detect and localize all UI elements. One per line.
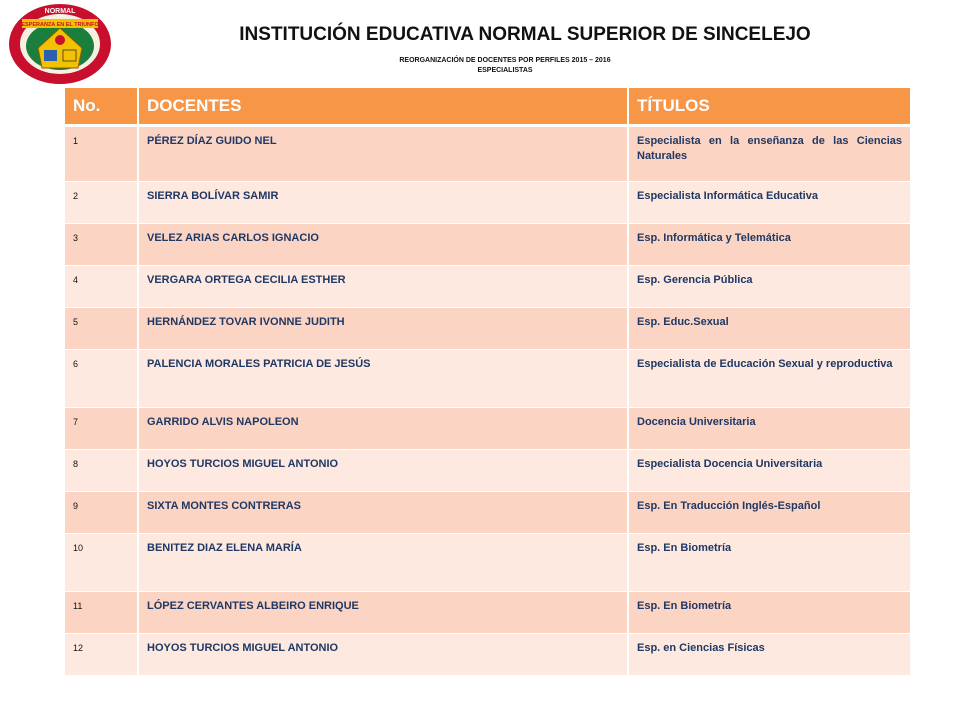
row-number: 10 [65,534,138,592]
page-subtitle: REORGANIZACIÓN DE DOCENTES POR PERFILES 2015 – 2016 [399,57,611,64]
column-header-docentes: DOCENTES [138,88,628,126]
teacher-name: VELEZ ARIAS CARLOS IGNACIO [138,224,628,266]
table-row [65,634,911,676]
teacher-name: GARRIDO ALVIS NAPOLEON [138,408,628,450]
teacher-name: SIXTA MONTES CONTRERAS [138,492,628,534]
table-row [65,492,911,534]
table-row [65,534,911,592]
table-row [65,182,911,224]
table-row [65,266,911,308]
school-crest-logo [8,2,112,86]
column-header-titulos: TÍTULOS [628,88,911,126]
teacher-name: PALENCIA MORALES PATRICIA DE JESÚS [138,350,628,408]
row-number: 9 [65,492,138,534]
table-row [65,450,911,492]
column-header-number: No. [65,88,138,126]
table-row [65,126,911,182]
logo-banner-text: ESPERANZA EN EL TRIUNFO [21,22,99,28]
teacher-title: Esp. Educ.Sexual [628,308,911,350]
teacher-title: Especialista Docencia Universitaria [628,450,911,492]
teacher-name: BENITEZ DIAZ ELENA MARÍA [138,534,628,592]
table-row [65,224,911,266]
table-row [65,408,911,450]
logo-ring-text: NORMAL [44,8,76,15]
teachers-table [65,88,912,676]
table-header-row [65,88,911,126]
row-number: 2 [65,182,138,224]
table-row [65,350,911,408]
row-number: 4 [65,266,138,308]
teacher-title: Esp. En Biometría [628,592,911,634]
teacher-title: Esp. en Ciencias Físicas [628,634,911,676]
teacher-name: LÓPEZ CERVANTES ALBEIRO ENRIQUE [138,592,628,634]
teacher-title: Especialista en la enseñanza de las Ciencias Naturales [628,126,911,182]
teacher-name: SIERRA BOLÍVAR SAMIR [138,182,628,224]
teacher-title: Docencia Universitaria [628,408,911,450]
row-number: 8 [65,450,138,492]
teacher-title: Especialista de Educación Sexual y reproductiva [628,350,911,408]
page-section-label: ESPECIALISTAS [477,67,533,74]
page-title: INSTITUCIÓN EDUCATIVA NORMAL SUPERIOR DE SINCELEJO [239,24,811,45]
table-row [65,592,911,634]
row-number: 1 [65,126,138,182]
teacher-title: Esp. Informática y Telemática [628,224,911,266]
teacher-title: Esp. En Biometría [628,534,911,592]
teacher-name: HERNÁNDEZ TOVAR IVONNE JUDITH [138,308,628,350]
row-number: 3 [65,224,138,266]
row-number: 7 [65,408,138,450]
teacher-title: Especialista Informática Educativa [628,182,911,224]
teacher-name: PÉREZ DÍAZ GUIDO NEL [138,126,628,182]
row-number: 11 [65,592,138,634]
teacher-name: VERGARA ORTEGA CECILIA ESTHER [138,266,628,308]
teacher-title: Esp. En Traducción Inglés-Español [628,492,911,534]
teacher-name: HOYOS TURCIOS MIGUEL ANTONIO [138,634,628,676]
teacher-title: Esp. Gerencia Pública [628,266,911,308]
row-number: 5 [65,308,138,350]
row-number: 12 [65,634,138,676]
row-number: 6 [65,350,138,408]
table-row [65,308,911,350]
teacher-name: HOYOS TURCIOS MIGUEL ANTONIO [138,450,628,492]
